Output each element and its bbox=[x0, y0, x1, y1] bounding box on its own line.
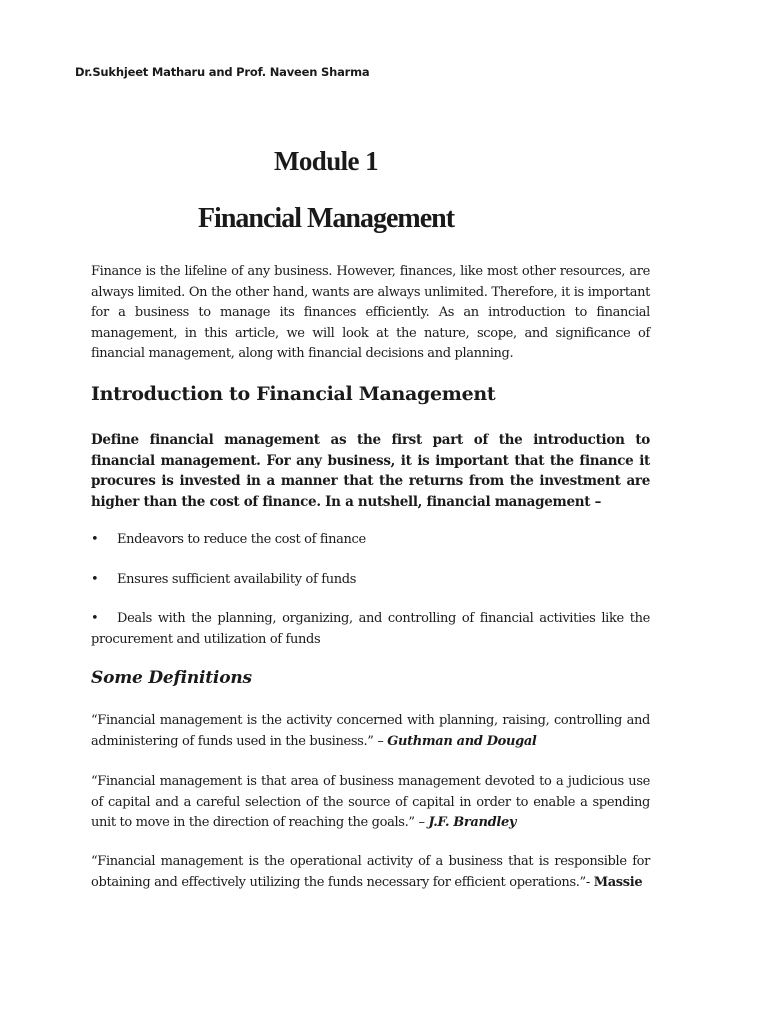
definitions-heading: Some Definitions bbox=[91, 668, 252, 688]
intro-paragraph: Finance is the lifeline of any business. However, finances, like most other resources, are always limited. On the other hand, wants are always unlimited. Therefore, it is important for a business to manage its finances efficiently. As an introduction to financial management, in this article, we will look at the nature, scope, and significance of financial management, along with financial decisions and planning. bbox=[91, 264, 650, 361]
list-item bbox=[91, 530, 650, 551]
list-item-text: Ensures sufficient availability of funds bbox=[117, 572, 357, 587]
definition-text: “Financial management is the activity concerned with planning, raising, controlling and administering of funds used in the business.” – bbox=[91, 713, 650, 749]
definition-text: “Financial management is that area of business management devoted to a judicious use of capital and a careful selection of the source of capital in order to enable a spending unit to move in the direction of reaching the goals.” – bbox=[91, 774, 650, 830]
bullet-icon: • bbox=[91, 572, 99, 587]
bullet-icon: • bbox=[91, 532, 99, 547]
document-title: Financial Management bbox=[197, 203, 455, 234]
definition-quote bbox=[91, 711, 650, 752]
definition-attribution: Massie bbox=[593, 874, 643, 890]
list-item-text: Deals with the planning, organizing, and controlling of financial activities like the procurement and utilization of funds bbox=[91, 611, 650, 647]
definition-attribution: J.F. Brandley bbox=[428, 815, 517, 830]
definition-quote bbox=[91, 772, 650, 834]
definition-quote bbox=[91, 852, 650, 893]
introduction-paragraph: Define financial management as the first part of the introduction to financial management. For any business, it is important that the finance it procures is invested in a manner that the returns from the investment are higher than the cost of finance. In a nutshell, financial management – bbox=[91, 432, 650, 510]
list-item bbox=[91, 609, 650, 650]
definition-attribution: Guthman and Dougal bbox=[387, 733, 537, 749]
list-item bbox=[91, 570, 650, 591]
bullet-icon: • bbox=[91, 611, 99, 626]
author-header: Dr.Sukhjeet Matharu and Prof. Naveen Sharma bbox=[75, 65, 370, 79]
definition-text: “Financial management is the operational activity of a business that is responsible for obtaining and effectively utilizing the funds necessary for efficient operations.”- bbox=[91, 854, 650, 890]
list-item-text: Endeavors to reduce the cost of finance bbox=[117, 532, 366, 547]
section-heading: Introduction to Financial Management bbox=[91, 383, 496, 405]
module-title: Module 1 bbox=[274, 146, 378, 176]
